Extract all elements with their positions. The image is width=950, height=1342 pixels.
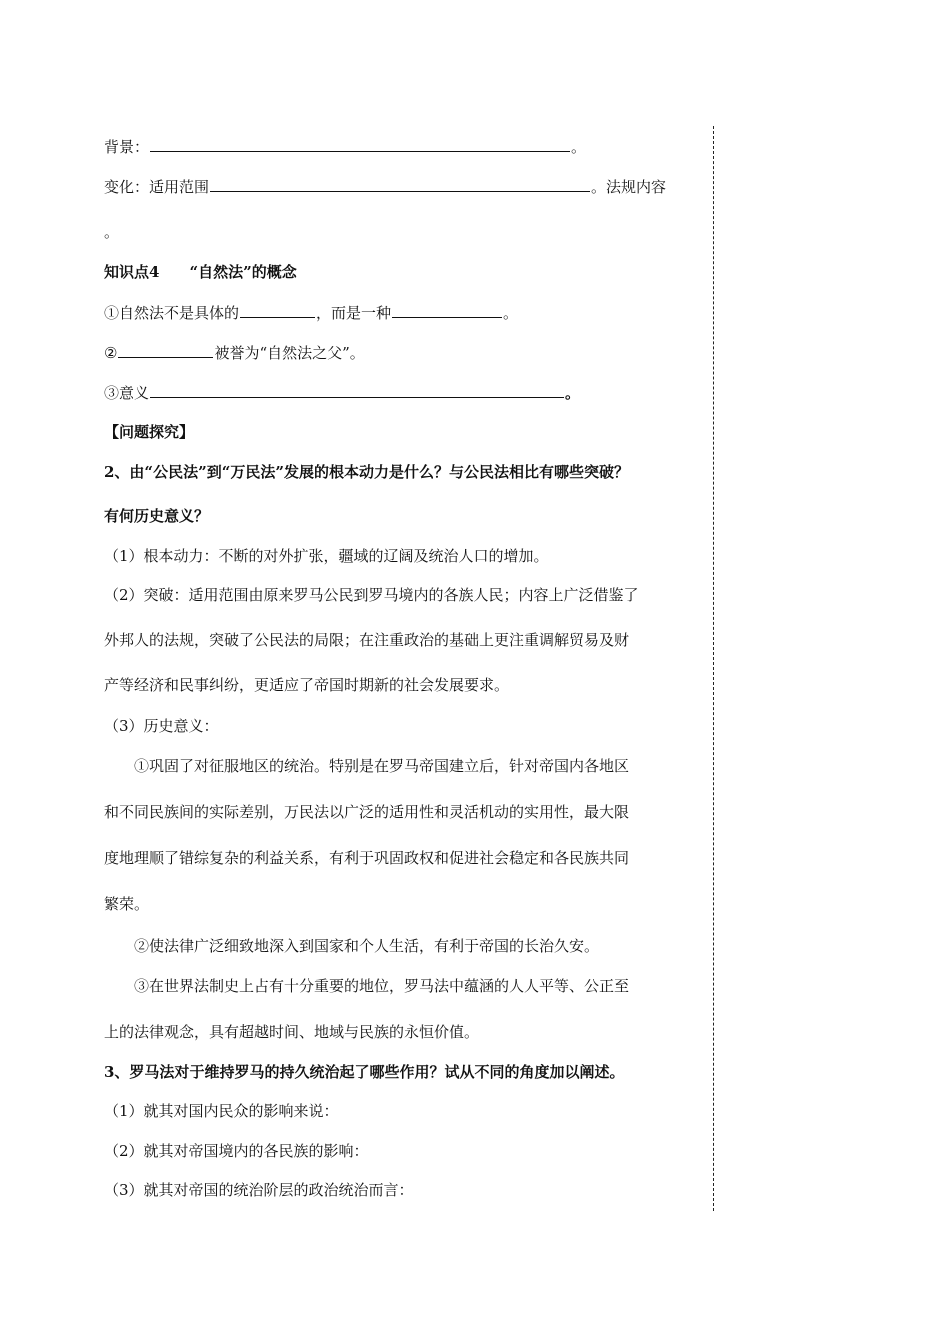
change-label: 变化：适用范围 bbox=[104, 178, 210, 196]
q3-answer-2: （2）就其对帝国境内的各民族的影响： bbox=[104, 1142, 369, 1160]
q3-answer-1: （1）就其对国内民众的影响来说： bbox=[104, 1102, 339, 1120]
question-2-title-line-2: 有何历史意义？ bbox=[104, 507, 210, 525]
q2-significance-1-line-1: ①巩固了对征服地区的统治。特别是在罗马帝国建立后，针对帝国内各地区 bbox=[134, 757, 630, 775]
explore-title: 【问题探究】 bbox=[104, 423, 195, 441]
kp4-item-3-text-a: ③意义 bbox=[104, 384, 150, 402]
kp4-item-3 bbox=[104, 382, 694, 403]
q2-significance-3-line-2: 上的法律观念，具有超越时间、地域与民族的永恒价值。 bbox=[104, 1023, 480, 1041]
background-blank[interactable] bbox=[150, 136, 570, 152]
q2-answer-1: （1）根本动力：不断的对外扩张，疆域的辽阔及统治人口的增加。 bbox=[104, 547, 549, 565]
q2-answer-2-line-3: 产等经济和民事纠纷，更适应了帝国时期新的社会发展要求。 bbox=[104, 676, 510, 694]
kp4-item-1 bbox=[104, 302, 694, 323]
q2-significance-1-line-3: 度地理顺了错综复杂的利益关系，有利于巩固政权和促进社会稳定和各民族共同 bbox=[104, 849, 630, 867]
q2-answer-2-line-2: 外邦人的法规，突破了公民法的局限；在注重政治的基础上更注重调解贸易及财 bbox=[104, 631, 630, 649]
kp4-item-1-blank-2[interactable] bbox=[392, 302, 502, 318]
kp4-item-2 bbox=[104, 342, 694, 363]
q3-answer-3: （3）就其对帝国的统治阶层的政治统治而言： bbox=[104, 1181, 414, 1199]
q2-significance-3-line-1: ③在世界法制史上占有十分重要的地位，罗马法中蕴涵的人人平等、公正至 bbox=[134, 977, 630, 995]
q2-answer-3: （3）历史意义： bbox=[104, 717, 219, 735]
q2-significance-1-line-2: 和不同民族间的实际差别，万民法以广泛的适用性和灵活机动的实用性，最大限 bbox=[104, 803, 630, 821]
change-continuation: 。 bbox=[104, 223, 120, 241]
kp4-item-2-text-b: 被誉为“自然法之父”。 bbox=[214, 344, 365, 362]
background-line bbox=[104, 136, 694, 157]
question-2-title-line-1: 2、由“公民法”到“万民法”发展的根本动力是什么？与公民法相比有哪些突破？ bbox=[104, 463, 629, 481]
kp4-item-2-blank[interactable] bbox=[118, 342, 213, 358]
scope-blank[interactable] bbox=[210, 176, 590, 192]
q2-significance-2: ②使法律广泛细致地深入到国家和个人生活，有利于帝国的长治久安。 bbox=[134, 937, 600, 955]
kp4-item-1-text-b: ，而是一种 bbox=[316, 304, 392, 322]
q2-answer-2-line-1: （2）突破：适用范围由原来罗马公民到罗马境内的各族人民；内容上广泛借鉴了 bbox=[104, 586, 639, 604]
knowledge-point-4-title: 知识点4 “自然法”的概念 bbox=[104, 263, 297, 281]
kp4-item-1-text-a: ①自然法不是具体的 bbox=[104, 304, 240, 322]
background-end: 。 bbox=[571, 138, 587, 156]
kp4-item-1-text-c: 。 bbox=[503, 304, 519, 322]
change-end: 。法规内容 bbox=[591, 178, 667, 196]
background-label: 背景： bbox=[104, 138, 150, 156]
question-3-title: 3、罗马法对于维持罗马的持久统治起了哪些作用？试从不同的角度加以阐述。 bbox=[104, 1063, 625, 1081]
kp4-item-1-blank-1[interactable] bbox=[240, 302, 315, 318]
change-line bbox=[104, 176, 694, 197]
binding-cut-line bbox=[713, 126, 714, 1211]
kp4-item-3-end: 。 bbox=[565, 384, 581, 402]
kp4-item-2-text-a: ② bbox=[104, 344, 118, 362]
kp4-item-3-blank[interactable] bbox=[150, 382, 564, 398]
q2-significance-1-line-4: 繁荣。 bbox=[104, 895, 150, 913]
